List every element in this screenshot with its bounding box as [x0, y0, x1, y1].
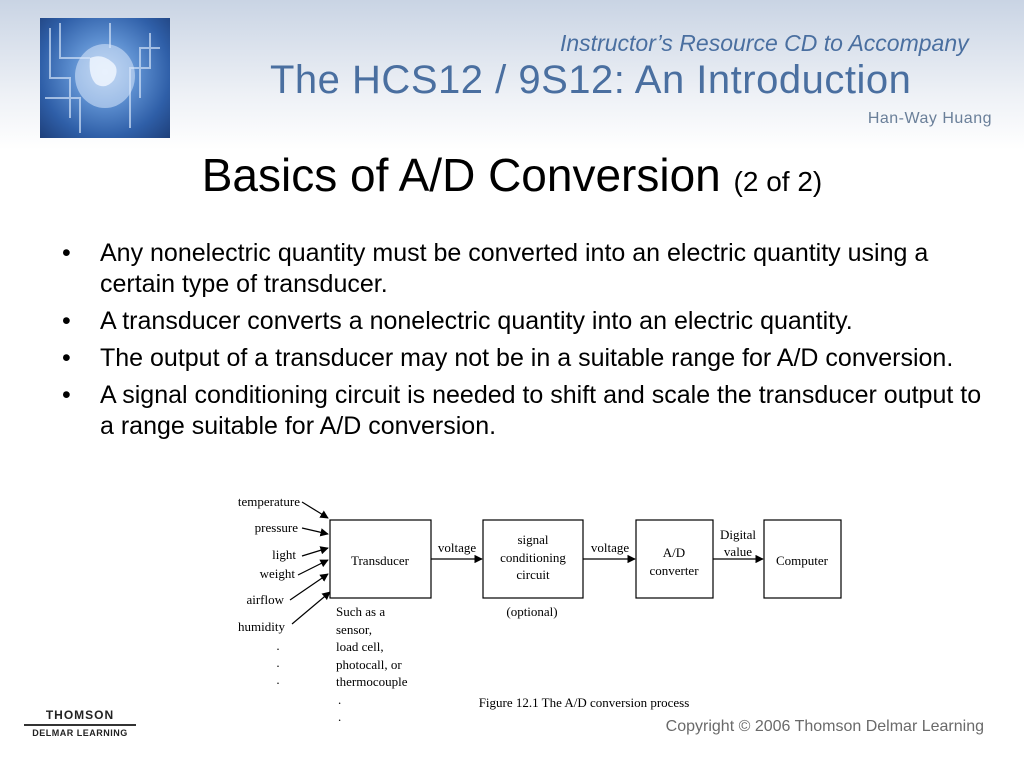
- input-arrow: [302, 502, 328, 518]
- transducer-note-line: load cell,: [336, 639, 384, 654]
- bullet-dot: •: [62, 307, 71, 335]
- input-label-weight: weight: [259, 566, 295, 581]
- voltage-label-2: voltage: [590, 540, 630, 555]
- author-name: Han-Way Huang: [867, 110, 992, 127]
- bullet-item: [62, 380, 982, 442]
- slide-title: [0, 148, 1024, 202]
- digital-value-label-line1: Digital: [719, 527, 757, 542]
- figure-caption: Figure 12.1 The A/D conversion process: [478, 695, 690, 710]
- computer-label: Computer: [776, 553, 828, 568]
- digital-value-label-line2: value: [723, 544, 753, 559]
- input-label-temperature: temperature: [237, 494, 300, 509]
- transducer-note-line: Such as a: [336, 604, 386, 619]
- continuation-dot: .: [338, 709, 342, 724]
- input-arrow: [290, 574, 328, 600]
- adc-label-line1: A/D: [662, 545, 686, 560]
- continuation-dot: .: [276, 638, 280, 653]
- input-arrow: [302, 548, 328, 556]
- signal-conditioning-label-line2: conditioning: [500, 550, 566, 565]
- bullet-text: Any nonelectric quantity must be converted into an electric quantity using a certain type of transducer.: [100, 239, 929, 298]
- bullet-dot: •: [62, 239, 71, 267]
- input-label-airflow: airflow: [246, 592, 284, 607]
- continuation-dot: .: [338, 692, 342, 707]
- adc-label-line2: converter: [649, 563, 699, 578]
- copyright-notice: Copyright © 2006 Thomson Delmar Learning: [665, 718, 984, 735]
- input-arrow: [298, 560, 328, 575]
- input-arrow: [302, 528, 328, 534]
- bullet-dot: •: [62, 344, 71, 372]
- publisher-name: THOMSON: [45, 708, 115, 722]
- optional-label: (optional): [506, 604, 558, 619]
- bullet-text: A signal conditioning circuit is needed to shift and scale the transducer output to a range suitable for A/D conversion.: [100, 381, 982, 440]
- transducer-label: Transducer: [350, 553, 410, 568]
- bullet-item: [62, 238, 982, 300]
- bullet-text: The output of a transducer may not be in a suitable range for A/D conversion.: [100, 344, 954, 372]
- bullet-dot: •: [62, 381, 71, 409]
- signal-conditioning-label-line3: circuit: [516, 567, 550, 582]
- ad-conversion-diagram: [0, 488, 1024, 728]
- signal-conditioning-label-line1: signal: [517, 532, 549, 547]
- bullet-item: [62, 306, 982, 337]
- publisher-imprint: DELMAR LEARNING: [32, 728, 128, 738]
- slide-title-sub: (2 of 2): [733, 166, 823, 197]
- input-label-humidity: humidity: [238, 619, 285, 634]
- continuation-dot: .: [276, 655, 280, 670]
- input-label-pressure: pressure: [254, 520, 298, 535]
- slide-title-main: Basics of A/D Conversion: [201, 149, 721, 201]
- bullet-item: [62, 343, 982, 374]
- book-cover-image: [40, 18, 170, 138]
- transducer-note-line: photocall, or: [336, 657, 402, 672]
- transducer-note-line: sensor,: [336, 622, 372, 637]
- input-arrow: [292, 592, 330, 624]
- publisher-logo: [24, 708, 136, 738]
- logo-divider: [24, 724, 136, 726]
- voltage-label-1: voltage: [437, 540, 477, 555]
- bullet-text: A transducer converts a nonelectric quantity into an electric quantity.: [100, 307, 853, 335]
- bullet-list: [62, 238, 982, 448]
- continuation-dot: .: [276, 672, 280, 687]
- circuit-globe-icon: [40, 18, 170, 138]
- header-subtitle: Instructor’s Resource CD to Accompany: [560, 30, 969, 56]
- transducer-note-line: thermocouple: [336, 674, 408, 689]
- book-title: The HCS12 / 9S12: An Introduction: [270, 58, 912, 102]
- input-label-light: light: [272, 547, 296, 562]
